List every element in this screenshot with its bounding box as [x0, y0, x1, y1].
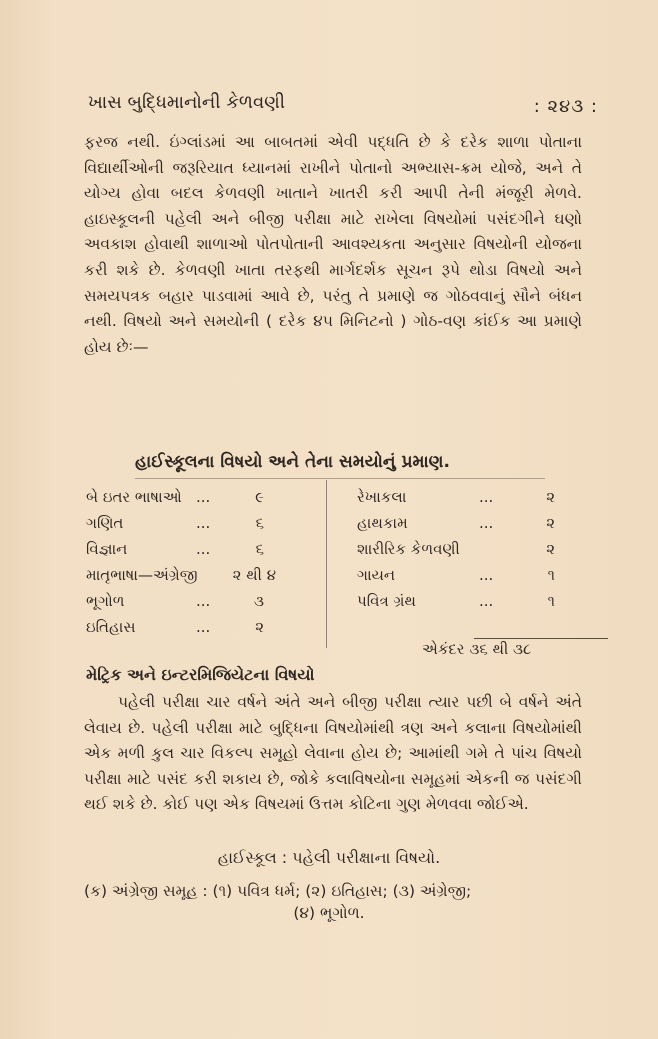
leader-dots: ...	[479, 488, 494, 506]
table-row	[357, 562, 607, 588]
period-count: ૨	[546, 540, 555, 558]
subjects-left-column	[86, 484, 286, 640]
leader-dots: ...	[196, 592, 211, 610]
subject-label: માતૃભાષા—અંગ્રેજી	[86, 566, 198, 584]
subjects-right-column	[357, 484, 607, 614]
table-row	[86, 588, 286, 614]
table-row	[357, 510, 607, 536]
period-count: ૩	[254, 592, 264, 610]
table-row	[357, 536, 607, 562]
page-number: : ૨૪૩ :	[533, 96, 598, 117]
leader-dots: ...	[479, 514, 494, 532]
subject-label: વિજ્ઞાન	[86, 540, 128, 558]
list-line-2: (૪) ભૂગોળ.	[293, 904, 365, 922]
period-count: ૨	[546, 488, 555, 506]
table-row	[86, 484, 286, 510]
subject-label: હાથકામ	[357, 514, 408, 532]
subject-label: ગણિત	[86, 514, 124, 532]
total-periods: એકંદર ૩૬ થી ૩૮	[422, 640, 532, 658]
column-divider-brace	[326, 480, 333, 648]
body-paragraph-1: ફરજ નથી. ઇંગ્લાંડમાં આ બાબતમાં એવી પદ્ધતિ છે કે દરેક શાળા પોતાના વિદ્યાર્થીઓની જરૂરિયાત ધ્યાનમાં રાખીને પોતાનો અભ્યાસ-ક્રમ યોજે, અને તે યોગ્ય હોવા બદલ કેળવણી ખાતાને ખાતરી કરી આપી તેની મંજૂરી મેળવે. હાઇસ્કૂલની પહેલી અને બીજી પરીક્ષા માટે રાખેલા વિષયોમાં પસંદગીને ઘણો અવકાશ હોવાથી શાળાઓ પોતપોતાની આવશ્યકતા અનુસાર વિષયોની યોજના કરી શકે છે. કેળવણી ખાતા તરફથી માર્ગદર્શક સૂચન રૂપે થોડા વિષયો અને સમયપત્રક બહાર પાડવામાં આવે છે, પરંતુ તે પ્રમાણે જ ગોઠવવાનું સૌને બંધન નથી. વિષયો અને સમયોની ( દરેક ૪૫ મિનિટનો ) ગોઠ-વણ કાંઈક આ પ્રમાણે હોય છેઃ—	[84, 133, 582, 356]
subject-label: ભૂગોળ	[86, 592, 125, 610]
running-header-title: ખાસ બુદ્ધિમાનોની કેળવણી	[88, 92, 286, 113]
leader-dots: ...	[196, 540, 211, 558]
period-count: ૨ થી ૪	[232, 566, 276, 584]
subject-label: પવિત્ર ગ્રંથ	[357, 592, 416, 610]
period-count: ૧	[547, 566, 555, 584]
subject-label: બે ઇતર ભાષાઓ	[86, 488, 182, 506]
subject-label: રેખાકલા	[357, 488, 407, 506]
table-row	[357, 484, 607, 510]
leader-dots: ...	[479, 566, 494, 584]
section-heading: હાઈસ્કૂલ : પહેલી પરીક્ષાના વિષયો.	[217, 848, 441, 867]
leader-dots: ...	[479, 592, 494, 610]
list-line-1: (ક) અંગ્રેજી સમૂહ : (૧) પવિત્ર ધર્મ; (૨) ઇતિહાસ; (૩) અંગ્રેજી;	[84, 882, 472, 900]
subject-label: શારીરિક કેળવણી	[357, 540, 460, 558]
subject-label: ગાયન	[357, 566, 396, 584]
body-paragraph-2: પહેલી પરીક્ષા ચાર વર્ષને અંતે અને બીજી પરીક્ષા ત્યાર પછી બે વર્ષને અંતે લેવાય છે. પહેલી પરીક્ષા માટે બુદ્ધિના વિષયોમાંથી ત્રણ અને કલાના વિષયોમાંથી એક મળી કુલ ચાર વિકલ્પ સમૂહો લેવાના હોય છે; આમાંથી ગમે તે પાંચ વિષયો પરીક્ષા માટે પસંદ કરી શકાય છે, જોકે કલાવિષયોના સમૂહમાં એકની જ પસંદગી થઈ શકે છે. કોઈ પણ એક વિષયમાં ઉત્તમ કોટિના ગુણ મેળવવા જોઈએ.	[84, 693, 582, 814]
period-count: ૬	[255, 540, 264, 558]
table-row	[86, 510, 286, 536]
leader-dots: ...	[196, 514, 211, 532]
period-count: ૨	[255, 618, 264, 636]
period-count: ૧	[547, 592, 555, 610]
table-row	[86, 536, 286, 562]
table-heading: હાઈસ્કૂલના વિષયો અને તેના સમયોનું પ્રમાણ.	[135, 452, 450, 472]
subject-label: ઇતિહાસ	[86, 618, 136, 636]
period-count: ૬	[255, 514, 264, 532]
section-subheading: મેટ્રિક અને ઇન્ટરમિજિયેટના વિષયો	[86, 665, 315, 684]
period-count: ૯	[255, 488, 264, 506]
table-row	[357, 588, 607, 614]
heading-underline	[135, 478, 545, 479]
table-row	[86, 614, 286, 640]
period-count: ૨	[546, 514, 555, 532]
leader-dots: ...	[196, 488, 211, 506]
leader-dots: ...	[196, 618, 211, 636]
table-row	[86, 562, 286, 588]
